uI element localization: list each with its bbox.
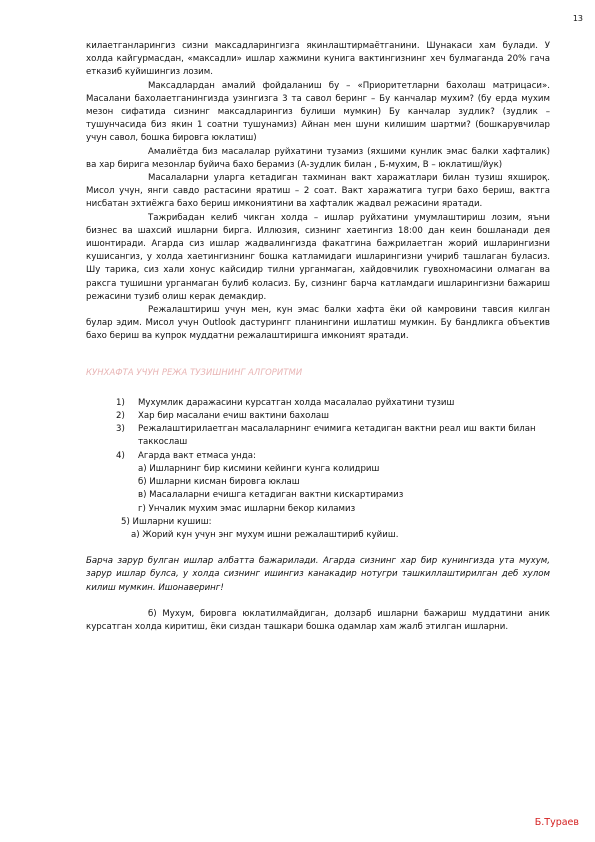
italic-note: Барча заруp булган ишлар албатта бажарилади. Агарда сизнинг хар бир кунингизда ута мухум, зарур ишлар булса, у холда сизнинг ишингиз канакадир нотугри ташкиллаштирилган деб хулом килиш мумкин. Ишонаверинг! (86, 556, 550, 593)
step-number: 1) (116, 397, 125, 408)
paragraph: Масалаларни уларга кетадиган тахминан вакт харажатлари билан тузиш яхшироқ. Мисол учун, янги савдо растасини яратиш – 2 соат. Вакт харажатига тугри бахо бериш, вактга нисбатан эхтиёжга бахо бериш имкониятини ва хафталик жадвал режасини яратади. (86, 173, 550, 210)
paragraph: Тажрибадан келиб чикган холда – ишлар руйхатини умумлаштириш лозим, яъни бизнес ва шахсий ишларни бирга. Иллюзия, сизнинг хаетингиз 18:00 дан кеин бошланади дея ишонтиради. Агарда сиз ишлар жадвалингизда факатгина бажрилаетган жорий ишларингизни кушисангиз, у холда хаетингизнинг бошка катламидаги ишларингизни учириб ташлаган буласиз. Шу тарика, сиз хали хонус кайсидир тилни урганмаган, хайдовчилик гувохномасини олмаган ва ракcга тушишни урганмаган булиб коласиз. Бу, сизнинг барча катламдаги ишларингизни бажариш режасини тузиб олиш керак демакдир. (86, 212, 550, 302)
step-text: Режалаштирилаетган масалаларнинг ечимига кетадиган вактни реал иш вакти билан таккослаш (138, 424, 536, 448)
step-text: Хар бир масалани ечиш вактини бахолаш (138, 411, 329, 422)
sub-step: а) Ишларнинг бир кисмини кейинги кунга колидриш (138, 463, 380, 474)
list-item (116, 410, 550, 423)
list-item (116, 450, 550, 463)
sub-step: в) Масалаларни ечишга кетадиган вактни кискартирамиз (138, 490, 404, 501)
step-five-a: а) Жорий кун учун энг мухум ишни режалаштириб куйиш. (131, 529, 399, 540)
list-item (116, 423, 550, 449)
step-text: Агарда вакт етмаса унда: (138, 450, 256, 461)
step-text: Мухумлик даражасини курсатган холда масалалао руйхатини тузиш (138, 397, 455, 408)
paragraph: Максадлардан амалий фойдаланиш бу – «Приоритетларни бахолаш матрицаси». Масалани бахолаетганингизда узингизга 3 та савол беринг – Бу канчалар мухим? (бу ерда мухим мезон сифатида сизнинг максадларингиз булиши мумкин) Бу канчалар зудлик? (зудлик – тушунчасида биз якин 1 соатни тушунамиз) Айнан мен шуни килишим шартми? (бошкарувчилар учун савол, бошка бировга юклатиш) (86, 80, 550, 144)
sub-step: г) Унчалик мухим эмас ишларни бекор киламиз (138, 503, 356, 514)
paragraph: килаетганларингиз сизни максадларингизга якинлаштирмаётганини. Шунакаси хам булади. У холда кайгурмасдан, «максадли» ишлар хажмини кунига вактингизнинг хеч булмаганда 20% гача етказиб куйишингиз лозим. (86, 41, 550, 78)
section-heading: КУНХАФТА УЧУН РЕЖА ТУЗИШНИНГ АЛГОРИТМИ (86, 366, 303, 377)
paragraph: Режалаштириш учун мен, кун эмас балки хафта ёки ой камровини тавсия килган булар эдим. Мисол учун Outlook дастурингг планингини ишлатиш мумкин. Бу бандликга объектив бахо бериш ва купрок муддатни режалаштиришга имконият яратади. (86, 305, 550, 342)
sub-step: б) Ишларни кисман бировга юклаш (138, 477, 300, 488)
closing-paragraph: б) Мухум, бировга юклатилмайдиган, долзарб ишларни бажариш муддатини аник курсатган холда киритиш, ёки сиздан ташкари бошка одамлар хам жалб этилган ишларни. (86, 608, 550, 632)
spacer (86, 595, 550, 608)
step-five: 5) Ишларни кушиш: (121, 516, 212, 527)
list-item (116, 397, 550, 410)
document-body (86, 40, 550, 634)
algorithm-steps-list (86, 397, 550, 463)
author-signature: Б.Тураев (534, 817, 579, 828)
step-number: 3) (116, 424, 125, 435)
paragraph: Амалиётда биз масалалар руйхатини тузамиз (яхшими кунлик эмас балки хафталик) ва хар бирига мезонлар буйича бахо берамиз (А-зудлик билан , Б-мухим, В – юклатиш/йук) (86, 146, 550, 170)
page-number: 13 (572, 14, 583, 23)
step-number: 2) (116, 411, 125, 422)
step-number: 4) (116, 450, 125, 461)
